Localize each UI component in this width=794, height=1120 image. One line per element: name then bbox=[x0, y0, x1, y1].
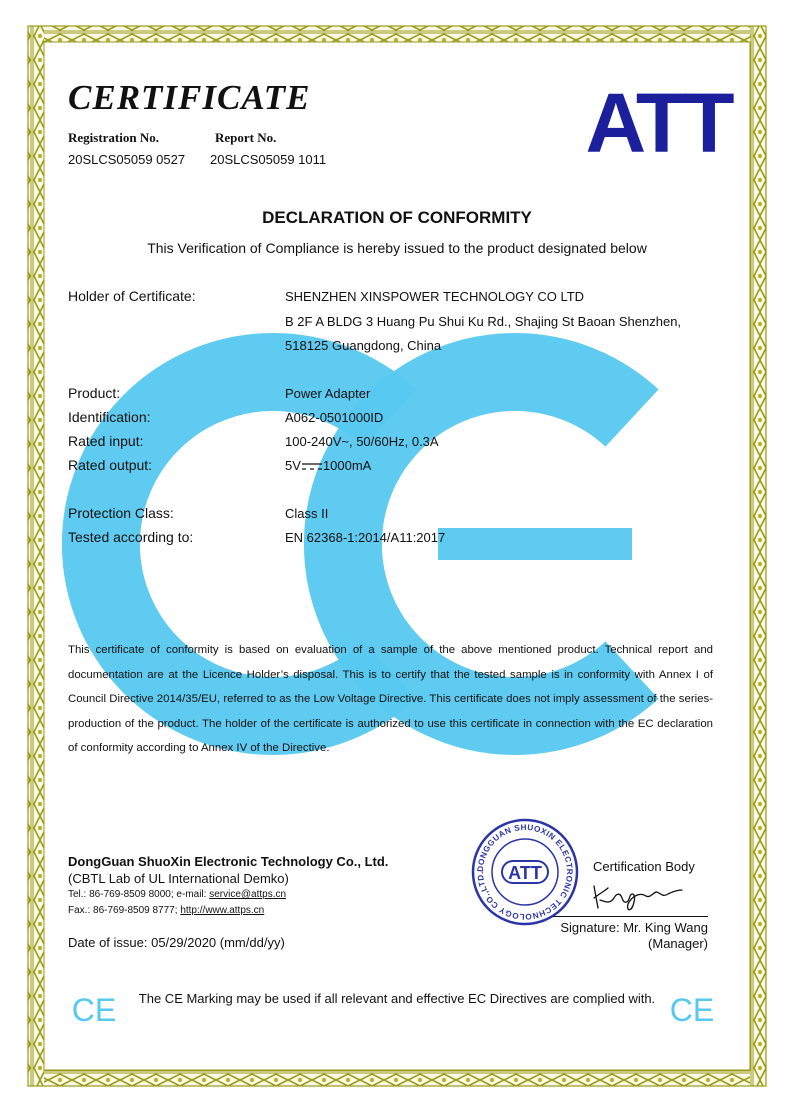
holder-name: SHENZHEN XINSPOWER TECHNOLOGY CO LTD bbox=[285, 289, 585, 304]
registration-number: 20SLCS05059 0527 bbox=[68, 152, 186, 167]
identification-value: A062-0501000ID bbox=[285, 410, 384, 425]
svg-text:DONGGUAN SHUOXIN ELECTRONIC TE: DONGGUAN SHUOXIN ELECTRONIC TECHNOLOGY CO.,LTD. bbox=[475, 822, 575, 922]
protection-class-value: Class II bbox=[285, 506, 329, 521]
conformity-body-text: This certificate of conformity is based on evaluation of a sample of the above mentioned product. Technical report and documentation are at the Licence Holder’s disposal. This is to certify that the tested sample is in conformity with Annex I of Council Directive 2014/35/EU, referred to as the Low Voltage Directive. This certificate does not imply assessment of the series-production of the product. The holder of the certificate is authorized to use this certificate in connection with the EC declaration of conformity according to Annex IV of the Directive. bbox=[68, 644, 713, 755]
rated-output-current: 1000mA bbox=[322, 458, 372, 473]
svg-text:CE: CE bbox=[71, 992, 117, 1028]
certification-body-label: Certification Body bbox=[593, 859, 695, 874]
rated-output-label: Rated output: bbox=[68, 457, 153, 473]
company-seal bbox=[470, 817, 580, 927]
product-value: Power Adapter bbox=[285, 386, 371, 401]
rated-input-label: Rated input: bbox=[68, 433, 144, 449]
issuer-email-link[interactable]: service@attps.cn bbox=[209, 889, 287, 900]
svg-text:CE: CE bbox=[669, 992, 715, 1028]
issuer-name: DongGuan ShuoXin Electronic Technology Co., Ltd. bbox=[68, 854, 389, 869]
issuer-tel bbox=[68, 889, 286, 900]
att-logo bbox=[585, 76, 731, 170]
report-number: 20SLCS05059 1011 bbox=[210, 152, 327, 167]
date-of-issue: Date of issue: 05/29/2020 (mm/dd/yy) bbox=[68, 935, 285, 950]
signature-line bbox=[553, 916, 708, 917]
issuer-lab: (CBTL Lab of UL International Demko) bbox=[68, 871, 289, 886]
holder-address-line1: B 2F A BLDG 3 Huang Pu Shui Ku Rd., Shajing St Baoan Shenzhen, bbox=[285, 314, 682, 329]
signatory bbox=[553, 920, 708, 952]
product-label: Product: bbox=[68, 385, 121, 401]
issuer-fax bbox=[68, 905, 264, 916]
tested-according-value: EN 62368-1:2014/A11:2017 bbox=[285, 530, 446, 545]
svg-text:ATT: ATT bbox=[585, 76, 731, 170]
dc-symbol-icon bbox=[301, 460, 323, 472]
svg-text:ATT: ATT bbox=[508, 863, 542, 883]
ce-mark-right-icon bbox=[669, 992, 715, 1028]
registration-label: Registration No. bbox=[68, 130, 159, 145]
declaration-heading: DECLARATION OF CONFORMITY bbox=[262, 208, 532, 227]
holder-label: Holder of Certificate: bbox=[68, 288, 196, 304]
rated-input-value: 100-240V~, 50/60Hz, 0.3A bbox=[285, 434, 439, 449]
holder-address-line2: 518125 Guangdong, China bbox=[285, 338, 442, 353]
issuer-website-link[interactable]: http://www.attps.cn bbox=[180, 905, 265, 916]
ce-marking-footer: The CE Marking may be used if all relevant and effective EC Directives are complied with. bbox=[138, 991, 656, 1006]
signatory-role: (Manager) bbox=[648, 936, 708, 951]
protection-class-label: Protection Class: bbox=[68, 505, 174, 521]
certificate-title: CERTIFICATE bbox=[68, 78, 311, 117]
issuer-tel-text: Tel.: 86-769-8509 8000; e-mail: bbox=[68, 889, 210, 900]
signatory-name: Signature: Mr. King Wang bbox=[560, 920, 708, 935]
issuer-fax-text: Fax.: 86-769-8509 8777; bbox=[68, 905, 181, 916]
handwritten-signature bbox=[590, 878, 685, 914]
declaration-subheading: This Verification of Compliance is hereby issued to the product designated below bbox=[147, 240, 647, 256]
identification-label: Identification: bbox=[68, 409, 151, 425]
rated-output-value bbox=[285, 458, 371, 473]
tested-according-label: Tested according to: bbox=[68, 529, 194, 545]
rated-output-voltage: 5V bbox=[285, 458, 301, 473]
report-label: Report No. bbox=[215, 130, 277, 145]
